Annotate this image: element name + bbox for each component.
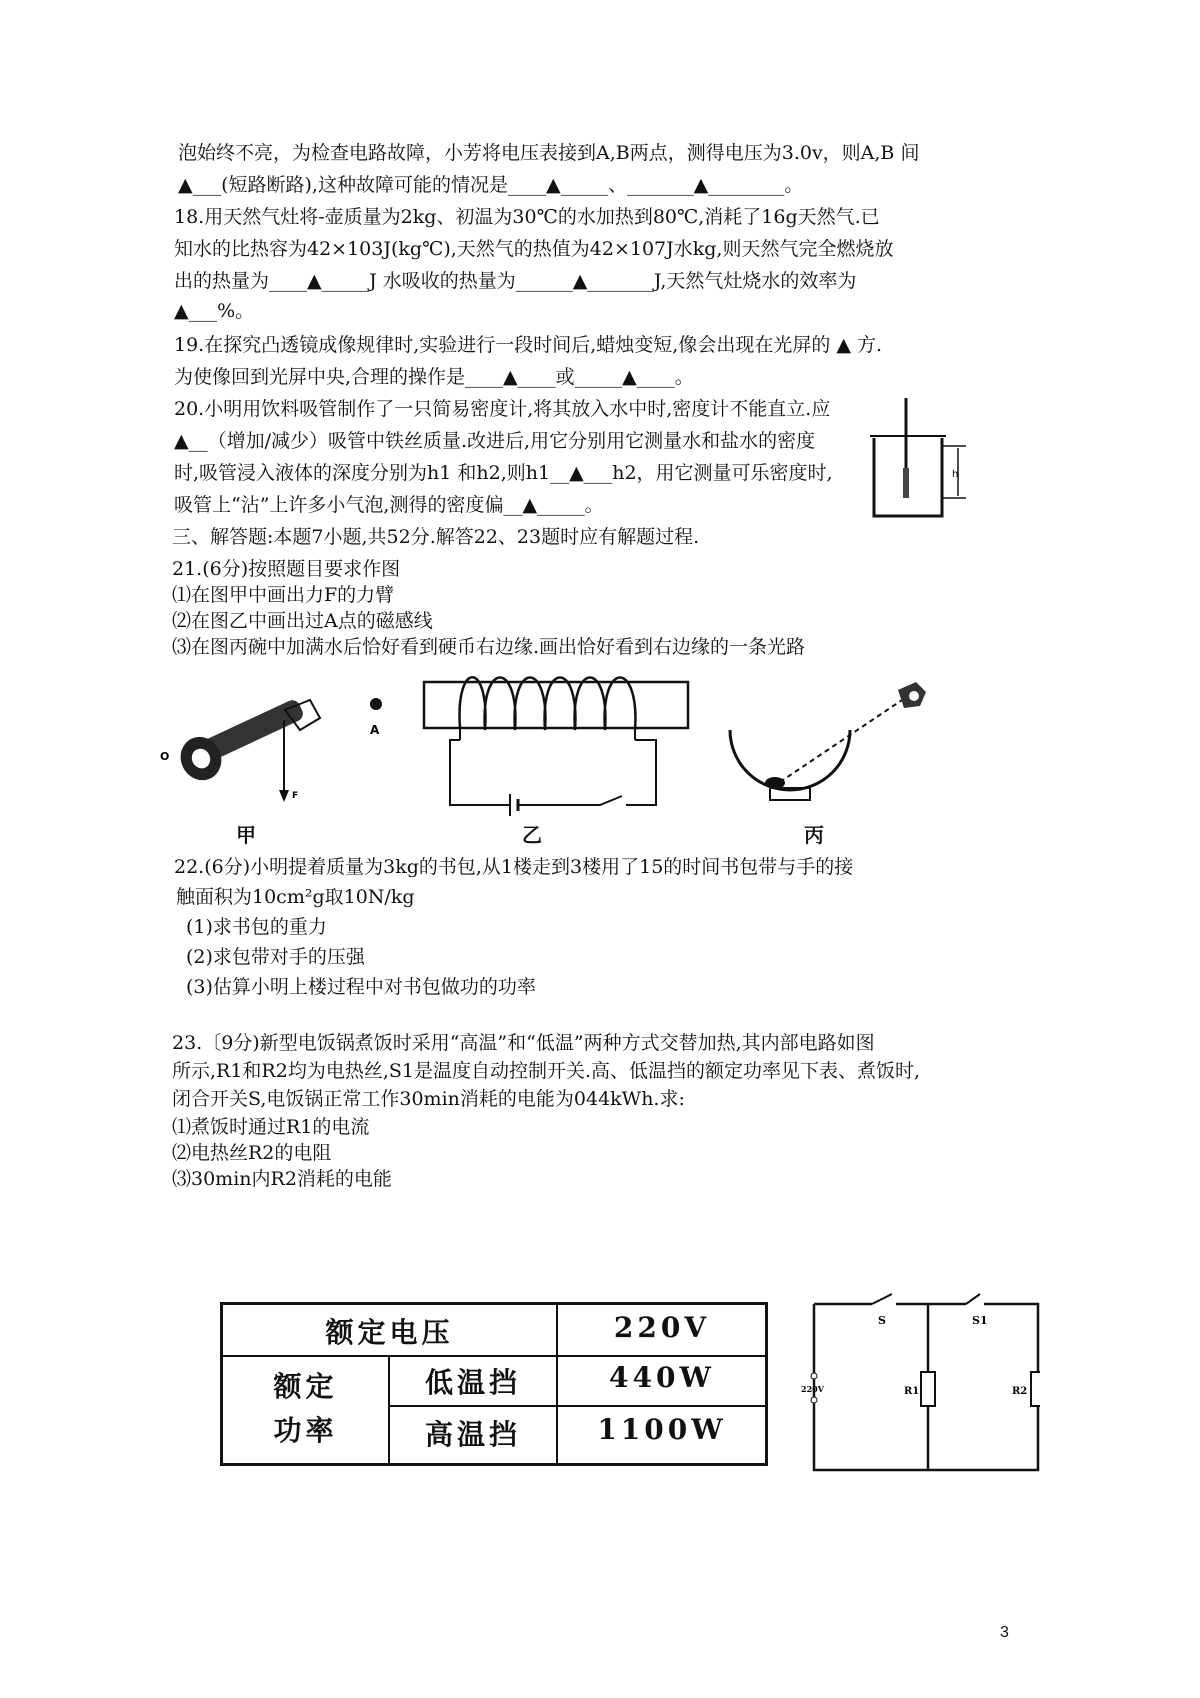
text-line: 出的热量为____▲_____J 水吸收的热量为______▲_______J,天然气灶烧水的效率为 — [174, 270, 857, 292]
text-line: ⑶30min内R2消耗的电能 — [172, 1168, 392, 1190]
text-line: 所示,R1和R2均为电热丝,S1是温度自动控制开关.高、低温挡的额定功率见下表、煮饭时, — [172, 1060, 921, 1082]
r1-label: R1 — [904, 1386, 920, 1397]
text-line: ▲___(短路断路),这种故障可能的情况是____▲_____、_______▲________。 — [178, 174, 804, 196]
figure-label-yi: 乙 — [522, 823, 542, 847]
section-heading: 三、解答题:本题7小题,共52分.解答22、23题时应有解题过程. — [172, 526, 700, 548]
r2-label: R2 — [1012, 1386, 1028, 1397]
text-line: 知水的比热容为42×103J(kg℃),天然气的热值为42×107J水kg,则天然气完全燃烧放 — [174, 238, 894, 260]
text-line: ▲__（增加/减少）吸管中铁丝质量.改进后,用它分别用它测量水和盐水的密度 — [174, 430, 816, 452]
switch-s-label: S — [878, 1314, 886, 1327]
text-line: ⑴在图甲中画出力F的力臂 — [172, 584, 395, 606]
pivot-label: O — [160, 750, 170, 763]
figure-label-bing: 丙 — [804, 823, 824, 847]
text-line: 触面积为10cm²g取10N/kg — [176, 886, 415, 908]
text-line: ⑵电热丝R2的电阻 — [172, 1142, 332, 1164]
low-temp-value: 440W — [609, 1361, 715, 1394]
bowl-figure — [720, 670, 960, 830]
question-21: 21.(6分)按照题目要求作图 — [172, 558, 401, 580]
question-20: 20.小明用饮料吸管制作了一只简易密度计,将其放入水中时,密度计不能直立.应 — [174, 398, 831, 420]
rated-power-label-1: 额定 — [273, 1370, 338, 1403]
text-line: ⑶在图丙碗中加满水后恰好看到硬币右边缘.画出恰好看到右边缘的一条光路 — [172, 636, 806, 658]
question-23: 23.〔9分)新型电饭锅煮饭时采用“高温”和“低温”两种方式交替加热,其内部电路如图 — [172, 1032, 875, 1054]
high-temp-value: 1100W — [597, 1413, 727, 1446]
rated-voltage-label: 额定电压 — [325, 1316, 454, 1349]
text-line: ⑴煮饭时通过R1的电流 — [172, 1116, 370, 1138]
text-line: 泡始终不亮，为检查电路故障，小芳将电压表接到A,B两点，测得电压为3.0v，则A,B 间 — [178, 142, 920, 164]
text-line: (3)估算小明上楼过程中对书包做功的功率 — [186, 976, 536, 998]
rice-cooker-circuit — [800, 1290, 1040, 1480]
high-temp-label: 高温挡 — [424, 1418, 521, 1451]
text-line: (1)求书包的重力 — [186, 916, 327, 938]
page-number: 3 — [1000, 1624, 1009, 1641]
text-line: ⑵在图乙中画出过A点的磁感线 — [172, 610, 433, 632]
low-temp-label: 低温挡 — [424, 1366, 521, 1399]
text-line: 为使像回到光屏中央,合理的操作是____▲____或_____▲____。 — [174, 366, 694, 388]
figure-label-jia: 甲 — [236, 823, 256, 847]
rated-parameter-table — [220, 1302, 768, 1466]
point-a-label: A — [370, 723, 380, 737]
text-line: (2)求包带对手的压强 — [186, 946, 365, 968]
text-line: 闭合开关S,电饭锅正常工作30min消耗的电能为044kWh.求: — [172, 1088, 685, 1110]
text-line: 吸管上“沾”上许多小气泡,测得的密度偏__▲_____。 — [174, 494, 604, 516]
rated-voltage-value: 220V — [613, 1311, 711, 1344]
question-18: 18.用天然气灶将-壶质量为2kg、初温为30℃的水加热到80℃,消耗了16g天然气.已 — [174, 206, 880, 228]
rated-power-label-2: 功率 — [273, 1414, 338, 1447]
question-19: 19.在探究凸透镜成像规律时,实验进行一段时间后,蜡烛变短,像会出现在光屏的 ▲ 方. — [174, 334, 883, 356]
density-meter-figure — [866, 398, 976, 523]
question-22: 22.(6分)小明提着质量为3kg的书包,从1楼走到3楼用了15的时间书包带与手的接 — [174, 856, 854, 878]
switch-s1-label: S1 — [972, 1314, 988, 1327]
text-line: ▲___%。 — [174, 300, 255, 322]
voltage-label: 220V — [801, 1384, 824, 1394]
text-line: 时,吸管浸入液体的深度分别为h1 和h2,则h1__▲___h2，用它测量可乐密度时, — [174, 462, 833, 484]
depth-label: h — [952, 469, 959, 480]
solenoid-figure — [360, 670, 700, 820]
lever-figure — [160, 690, 340, 810]
force-label: F — [292, 791, 299, 801]
